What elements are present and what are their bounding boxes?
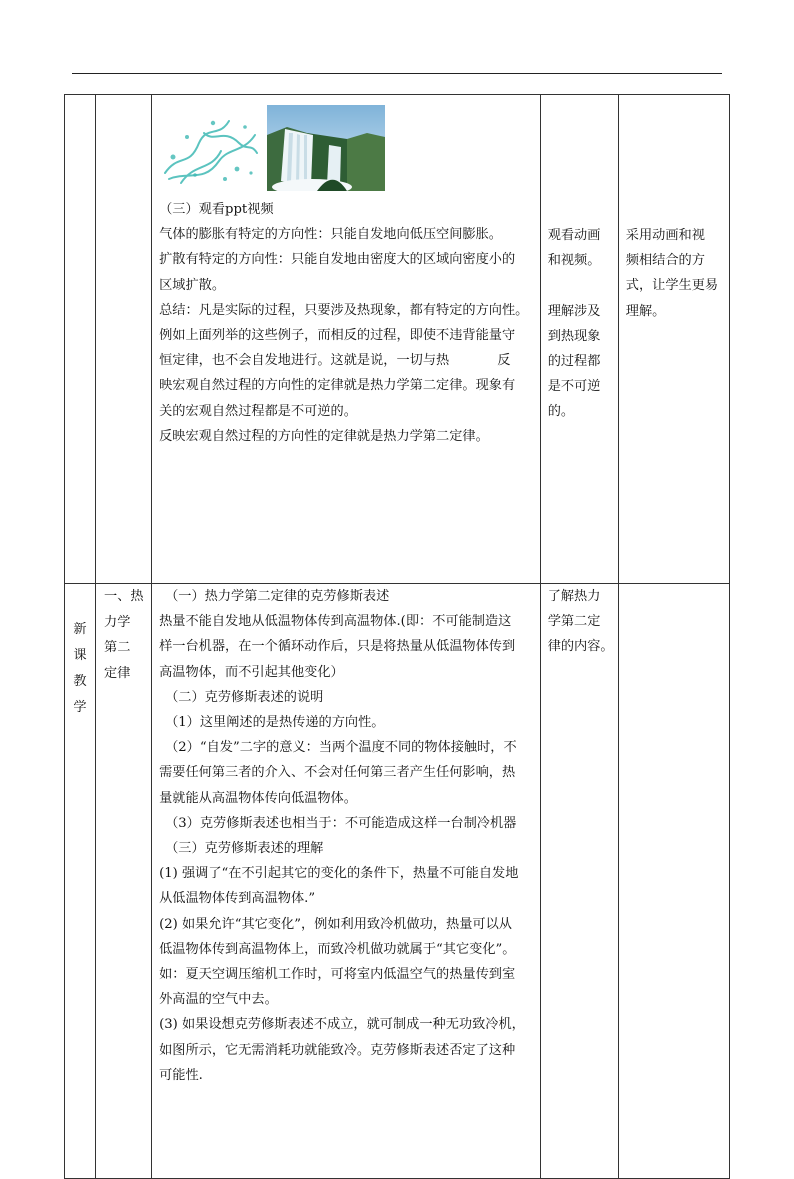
content-line: 从低温物体传到高温物体.” [159, 891, 316, 907]
student-activity-line: 学第二定 [547, 614, 601, 630]
section-char: 新 [73, 622, 87, 637]
topic-line: 力学 [104, 614, 131, 630]
content-line: 映宏观自然过程的方向性的定律就是热力学第二定律。现象有 [159, 378, 516, 394]
student-activity-line: 律的内容。 [547, 639, 614, 655]
design-intent-line: 采用动画和视 [625, 228, 705, 243]
student-activity-line: 到热现象 [547, 328, 601, 344]
topic-cell [96, 584, 152, 1179]
content-line: (1) 强调了“在不引起其它的变化的条件下，热量不可能自发地 [159, 866, 519, 882]
content-line: （一）热力学第二定律的克劳修斯表述 [165, 589, 390, 604]
content-line: （三）克劳修斯表述的理解 [165, 841, 324, 857]
lesson-plan-table [64, 94, 730, 1179]
teaching-content-cell [152, 584, 541, 1179]
student-activity-line: 和视频。 [547, 253, 601, 269]
content-line: （2）“自发”二字的意义：当两个温度不同的物体接触时，不 [165, 740, 517, 756]
section-char: 学 [73, 700, 87, 715]
design-intent-line: 式，让学生更易 [625, 278, 719, 294]
topic-line: 一、热 [104, 589, 144, 604]
content-line: 如：夏天空调压缩机工作时，可将室内低温空气的热量传到室 [159, 967, 516, 983]
header-rule [72, 73, 722, 74]
student-activity-line: 的。 [547, 404, 575, 420]
section-cell [65, 95, 96, 584]
table-row [65, 584, 730, 1179]
teaching-content-cell [152, 95, 541, 584]
content-line: 低温物体传到高温物体上，而致冷机做功就属于“其它变化”。 [159, 941, 516, 957]
section-char: 教 [73, 674, 87, 689]
content-line: 反映宏观自然过程的方向性的定律就是热力学第二定律。 [159, 428, 489, 444]
table-row [65, 95, 730, 584]
design-intent-cell [618, 584, 729, 1179]
student-activity-cell [540, 584, 618, 1179]
content-line: 关的宏观自然过程都是不可逆的。 [159, 403, 357, 419]
student-activity-line: 的过程都 [547, 354, 601, 370]
content-line: 样一台机器，在一个循环动作后，只是将热量从低温物体传到 [159, 639, 516, 655]
content-line: （二）克劳修斯表述的说明 [165, 689, 324, 705]
content-line: 可能性. [159, 1067, 203, 1083]
illustration-row [159, 99, 536, 197]
design-intent-line: 理解。 [625, 303, 666, 319]
content-line: 区域扩散。 [159, 277, 226, 293]
content-line: 恒定律，也不会自发地进行。这就是说，一切与热 [159, 353, 450, 369]
ppt-video-heading: （三）观看ppt视频 [159, 202, 274, 217]
content-line: 气体的膨胀有特定的方向性：只能自发地向低压空间膨胀。 [159, 227, 502, 243]
content-line: （3）克劳修斯表述也相当于：不可能造成这样一台制冷机器 [165, 815, 517, 831]
topic-line: 第二 [104, 640, 131, 655]
section-char: 课 [73, 648, 87, 663]
topic-cell [96, 95, 152, 584]
water-splash-image [159, 113, 260, 187]
content-line: （1）这里阐述的是热传递的方向性。 [165, 715, 385, 731]
topic-line: 定律 [104, 665, 131, 681]
content-line: 例如上面列举的这些例子，而相反的过程，即使不违背能量守 [159, 328, 516, 344]
content-line: 热量不能自发地从低温物体传到高温物体.(即：不可能制造这 [159, 614, 512, 630]
student-activity-line: 观看动画 [547, 228, 601, 243]
section-cell [65, 584, 96, 1179]
design-intent-cell [618, 95, 729, 584]
waterfall-image [267, 105, 385, 191]
content-line: 外高温的空气中去。 [159, 992, 278, 1008]
design-intent-line: 频相结合的方 [625, 253, 705, 269]
student-activity-spacer [548, 273, 612, 298]
content-line-tail: 反 [497, 353, 511, 369]
content-line: 高温物体，而不引起其他变化） [159, 664, 344, 680]
student-activity-cell [540, 95, 618, 584]
content-line: 扩散有特定的方向性：只能自发地由密度大的区域向密度小的 [159, 252, 516, 268]
content-line: 如图所示，它无需消耗功就能致冷。克劳修斯表述否定了这种 [159, 1042, 516, 1058]
student-activity-line: 了解热力 [547, 589, 601, 604]
content-line: (3) 如果设想克劳修斯表述不成立，就可制成一种无功致冷机， [159, 1017, 525, 1033]
student-activity-line: 理解涉及 [547, 303, 601, 319]
content-line: 量就能从高温物体传向低温物体。 [159, 790, 357, 806]
content-line: 总结：凡是实际的过程，只要涉及热现象，都有特定的方向性。 [159, 302, 529, 318]
student-activity-line: 是不可逆 [547, 379, 601, 395]
content-line: (2) 如果允许“其它变化”，例如利用致冷机做功，热量可以从 [159, 916, 512, 932]
content-line: 需要任何第三者的介入、不会对任何第三者产生任何影响，热 [159, 765, 516, 781]
content-line-split [159, 348, 536, 373]
